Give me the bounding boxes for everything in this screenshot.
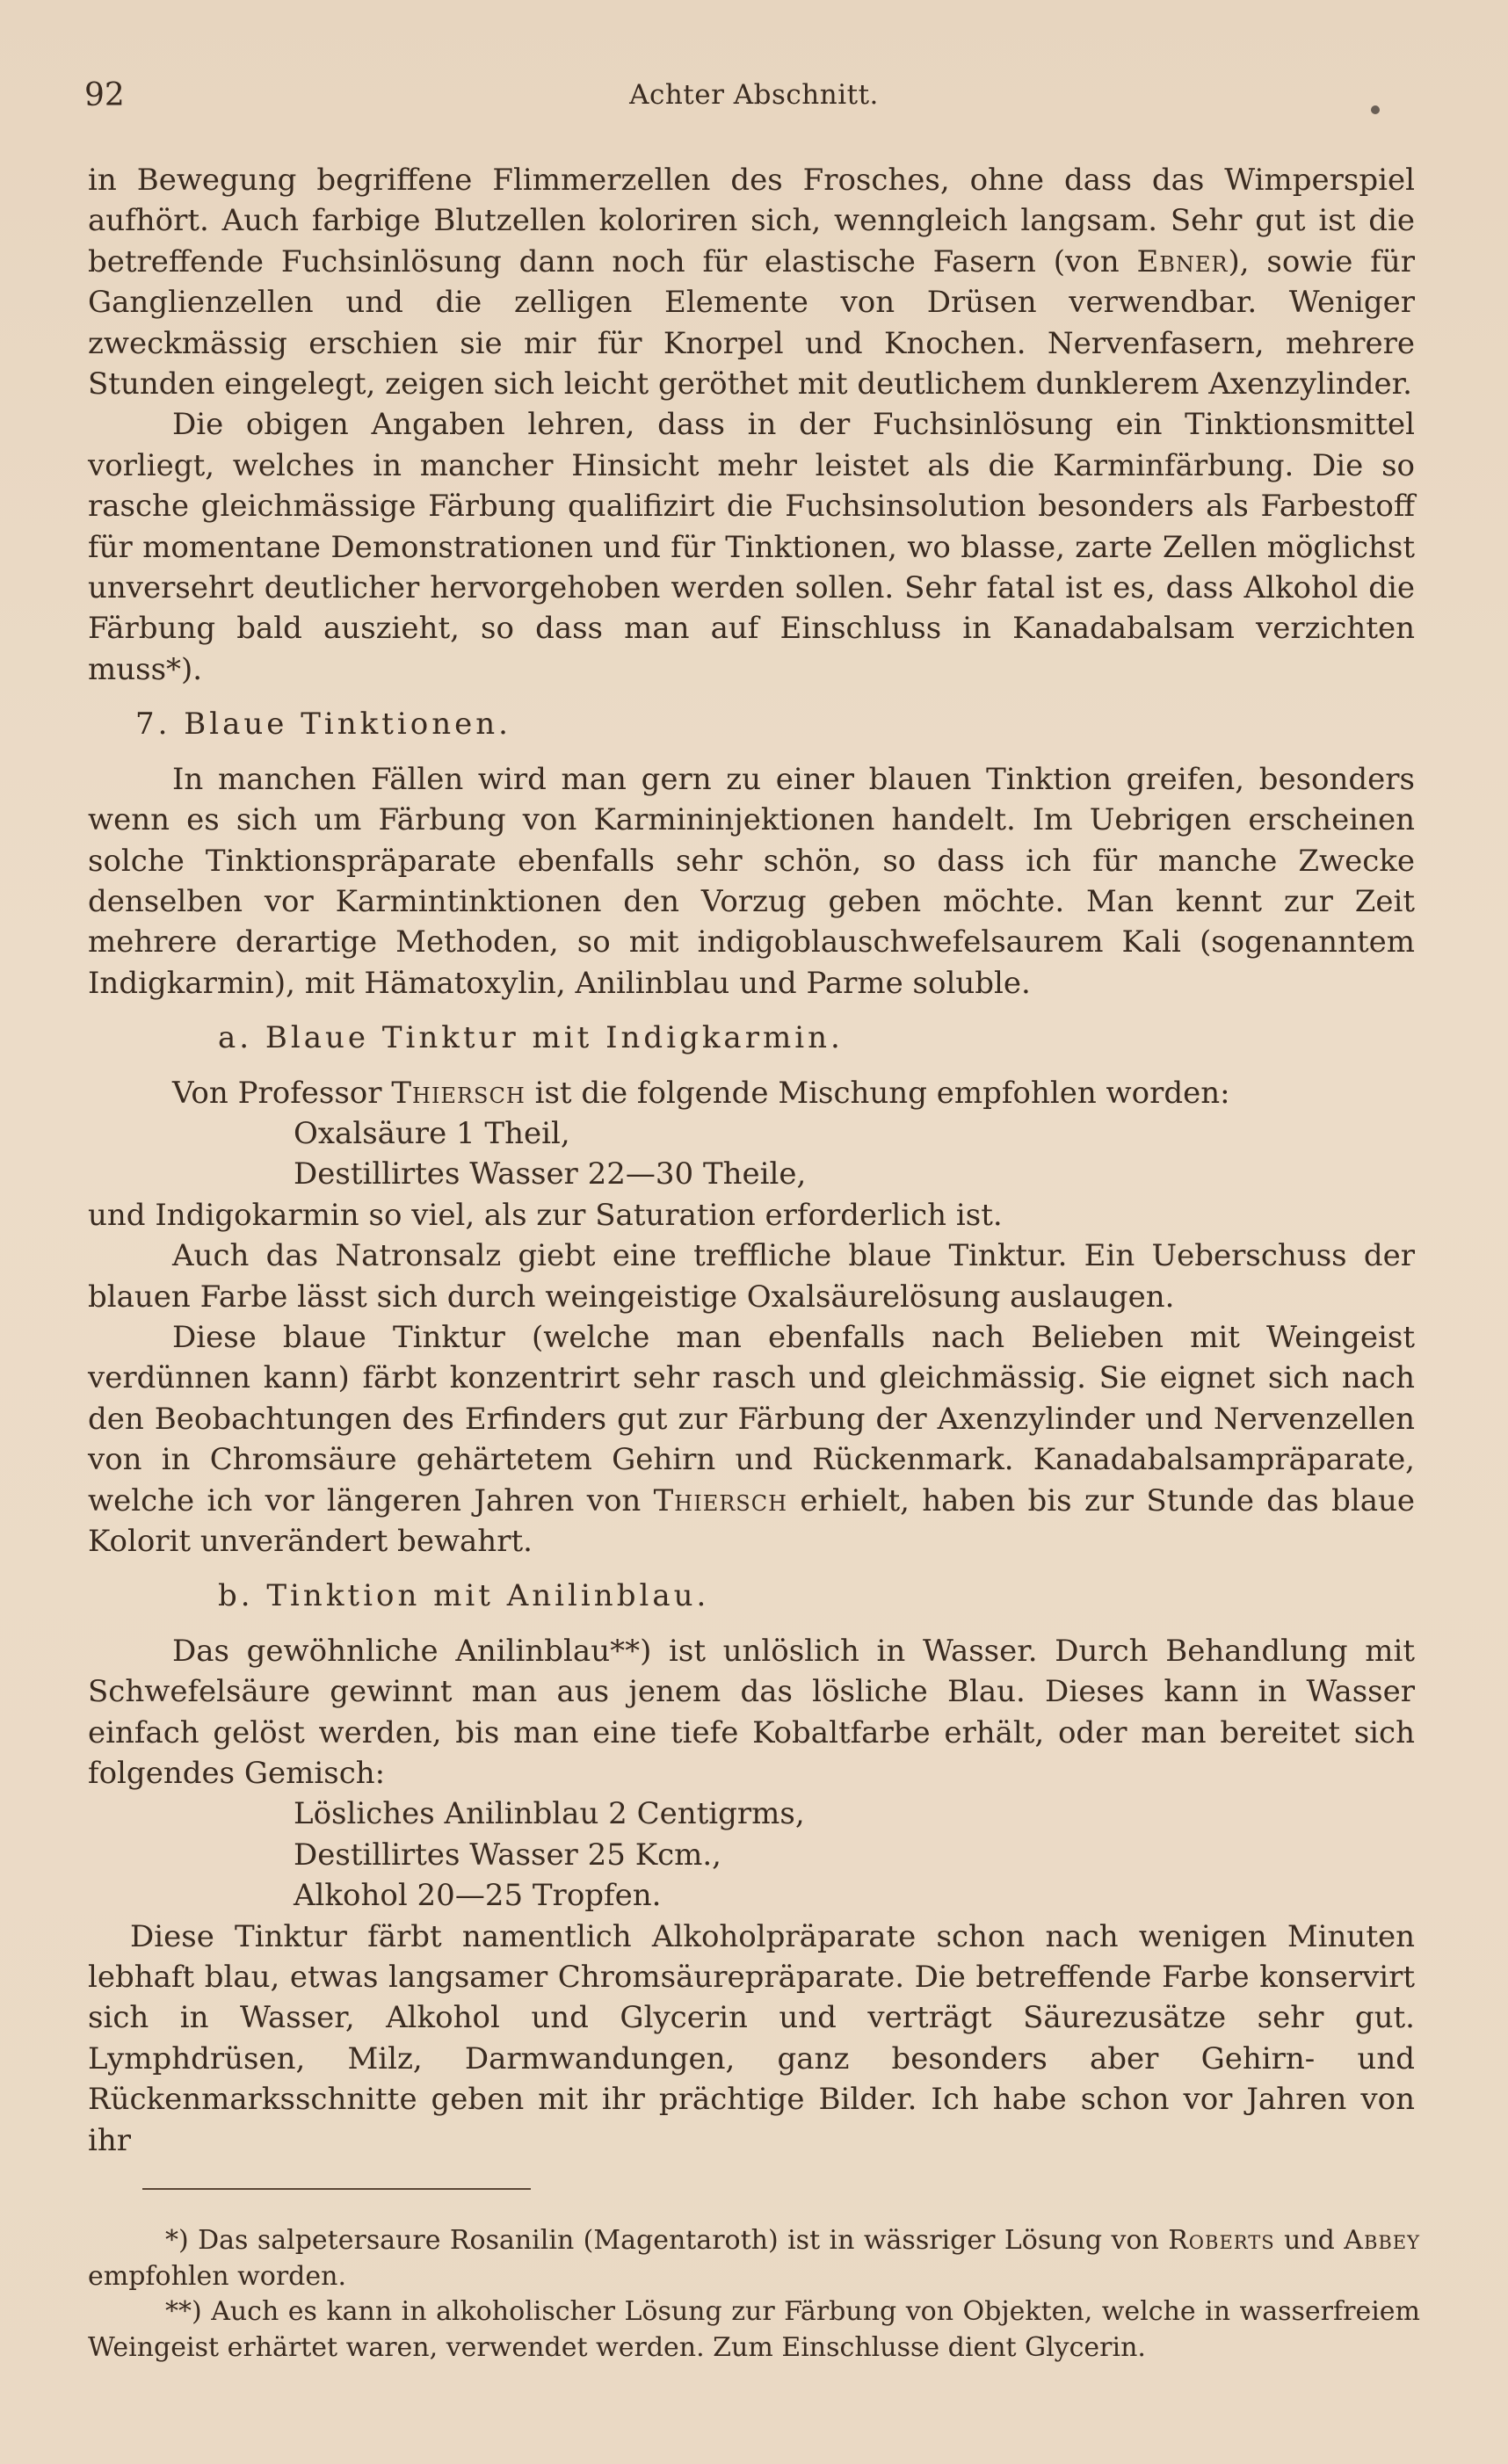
- footnotes: [88, 2223, 1420, 2366]
- formula-line: Destillirtes Wasser 22—30 Theile,: [294, 1156, 807, 1192]
- paragraph-9: Diese Tinktur färbt namentlich Alkoholpräparate schon nach wenigen Minuten lebhaft blau, etwas langsamer Chromsäurepräparate. Die betreffende Farbe konservirt sich in Wasser, Alkohol und Glycerin und verträgt Säurezusätze sehr gut. Lymphdrüsen, Milz, Darmwandungen, ganz besonders aber Gehirn- und Rückenmarksschnitte geben mit ihr prächtige Bilder. Ich habe schon vor Jahren von ihr: [88, 1918, 1415, 2158]
- footnote-rule: [142, 2188, 531, 2190]
- page-number: 92: [84, 77, 125, 113]
- paragraph-3: In manchen Fällen wird man gern zu einer blauen Tinktion greifen, besonders wenn es sich um Färbung von Karmininjektionen handelt. Im Uebrigen erscheinen solche Tinktionspräparate ebenfalls sehr schön, so dass ich für manche Zwecke denselben vor Karmintinktionen den Vorzug geben möchte. Man kennt zur Zeit mehrere derartige Methoden, so mit indigoblauschwefelsaurem Kali (sogenanntem Indigkarmin), mit Hämatoxylin, Anilinblau und Parme soluble.: [88, 761, 1415, 1001]
- paragraph-7: Diese blaue Tinktur (welche man ebenfalls nach Belieben mit Weingeist verdünnen kann) färbt konzentrirt sehr rasch und gleichmässig. Sie eignet sich nach den Beobachtungen des Erfinders gut zur Färbung der Axenzylinder und Nervenzellen von in Chromsäure gehärtetem Gehirn und Rückenmark. Kanadabalsampräparate, welche ich vor längeren Jahren von Thiersch erhielt, haben bis zur Stunde das blaue Kolorit unverändert bewahrt.: [88, 1319, 1415, 1559]
- paragraph-8: Das gewöhnliche Anilinblau**) ist unlöslich in Wasser. Durch Behandlung mit Schwefelsäure gewinnt man aus jenem das lösliche Blau. Dieses kann in Wasser einfach gelöst werden, bis man eine tiefe Kobaltfarbe erhält, oder man bereitet sich folgendes Gemisch:: [88, 1633, 1415, 1792]
- paragraph-2: Die obigen Angaben lehren, dass in der Fuchsinlösung ein Tinktionsmittel vorliegt, welches in mancher Hinsicht mehr leistet als die Karminfärbung. Die so rasche gleichmässige Färbung qualifizirt die Fuchsinsolution besonders als Farbestoff für momentane Demonstrationen und für Tinktionen, wo blasse, zarte Zellen möglichst unversehrt deutlicher hervorgehoben werden sollen. Sehr fatal ist es, dass Alkohol die Färbung bald auszieht, so dass man auf Einschluss in Kanadabalsam verzichten muss*).: [88, 407, 1415, 687]
- formula-line: Lösliches Anilinblau 2 Centigrms,: [294, 1796, 805, 1832]
- running-head: Achter Abschnitt.: [629, 79, 879, 111]
- author-name: Ebner: [1136, 243, 1229, 279]
- subsection-heading-a: a. Blaue Tinktur mit Indigkarmin.: [218, 1020, 844, 1056]
- page-header: [84, 77, 1424, 121]
- author-name: Thiersch: [391, 1075, 526, 1111]
- formula-line: Destillirtes Wasser 25 Kcm.,: [294, 1837, 721, 1873]
- section-heading: 7. Blaue Tinktionen.: [135, 707, 511, 743]
- footnote-1: *) Das salpetersaure Rosanilin (Magentaroth) ist in wässriger Lösung von Roberts und Abbey empfohlen worden.: [88, 2225, 1421, 2292]
- ink-speck: [1371, 105, 1380, 114]
- formula-line: Oxalsäure 1 Theil,: [294, 1115, 570, 1151]
- author-name: Roberts: [1168, 2225, 1275, 2256]
- paragraph-5: und Indigokarmin so viel, als zur Saturation erforderlich ist.: [88, 1197, 1003, 1233]
- subsection-heading-b: b. Tinktion mit Anilinblau.: [218, 1578, 710, 1614]
- paragraph-6: Auch das Natronsalz giebt eine treffliche blaue Tinktur. Ein Ueberschuss der blauen Farbe lässt sich durch weingeistige Oxalsäurelösung auslaugen.: [88, 1238, 1415, 1315]
- footnote-2: **) Auch es kann in alkoholischer Lösung zur Färbung von Objekten, welche in wasserfreiem Weingeist erhärtet waren, verwendet werden. Zum Einschlusse dient Glycerin.: [88, 2296, 1420, 2363]
- author-name: Thiersch: [653, 1482, 788, 1518]
- main-text: [88, 160, 1415, 2161]
- author-name: Abbey: [1344, 2225, 1421, 2256]
- paragraph-4: Von Professor Thiersch ist die folgende Mischung empfohlen worden:: [172, 1075, 1230, 1111]
- paragraph-1: in Bewegung begriffene Flimmerzellen des Frosches, ohne dass das Wimperspiel aufhört. Auch farbige Blutzellen koloriren sich, wenngleich langsam. Sehr gut ist die betreffende Fuchsinlösung dann noch für elastische Fasern (von Ebner), sowie für Ganglienzellen und die zelligen Elemente von Drüsen verwendbar. Weniger zweckmässig erschien sie mir für Knorpel und Knochen. Nervenfasern, mehrere Stunden eingelegt, zeigen sich leicht geröthet mit deutlichem dunklerem Axenzylinder.: [88, 163, 1416, 402]
- formula-line: Alkohol 20—25 Tropfen.: [294, 1878, 662, 1914]
